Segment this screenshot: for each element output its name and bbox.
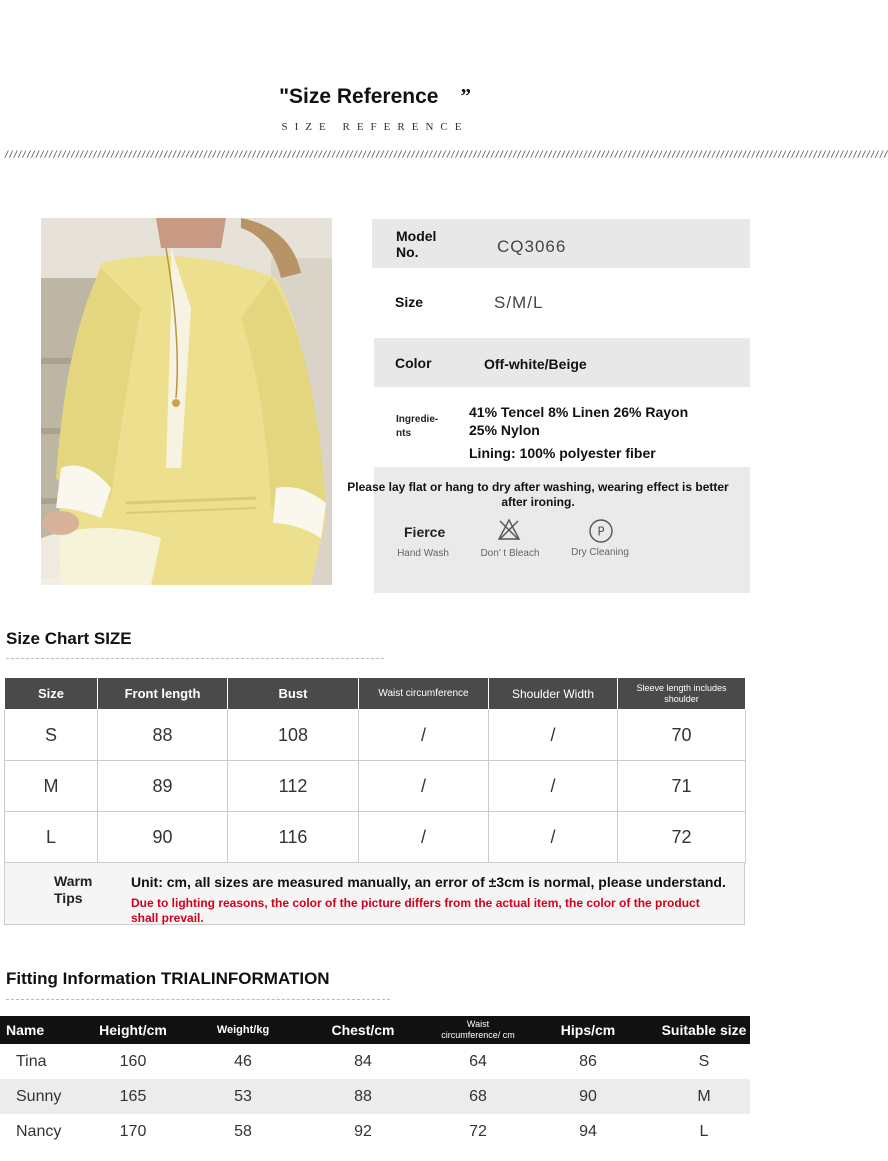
cell-height: 160 bbox=[119, 1052, 147, 1070]
ingredients-value: 41% Tencel 8% Linen 26% Rayon 25% Nylon bbox=[469, 404, 689, 438]
cell-waist: / bbox=[359, 710, 489, 761]
svg-text:P: P bbox=[597, 524, 605, 539]
header-suitable-size: Suitable size bbox=[658, 1016, 750, 1044]
cell-bust: 116 bbox=[228, 812, 359, 863]
cell-front-length: 88 bbox=[98, 710, 228, 761]
dry-cleaning-icon bbox=[588, 518, 614, 549]
cell-hips: 94 bbox=[579, 1122, 597, 1140]
dry-cleaning-label: Dry Cleaning bbox=[571, 547, 629, 558]
cell-chest: 88 bbox=[288, 1079, 438, 1114]
cell-size: S bbox=[5, 710, 98, 761]
warm-tips-warning: Due to lighting reasons, the color of the picture differs from the actual item, the color of the product shall prevail. bbox=[131, 896, 700, 925]
header-height: Height/cm bbox=[68, 1016, 198, 1044]
cell-weight: 46 bbox=[234, 1052, 252, 1070]
warm-tips-text: Unit: cm, all sizes are measured manually, an error of ±3cm is normal, please understand. bbox=[131, 874, 726, 890]
cell-sleeve: 71 bbox=[618, 761, 746, 812]
title-close-quote: ” bbox=[460, 84, 471, 108]
cell-weight: 58 bbox=[234, 1122, 252, 1140]
lining-value: Lining: 100% polyester fiber bbox=[469, 445, 656, 461]
product-photo bbox=[41, 218, 332, 585]
cell-suitable-size: M bbox=[658, 1079, 750, 1114]
size-chart-title: Size Chart SIZE bbox=[6, 629, 132, 648]
fitting-table bbox=[0, 1016, 750, 1149]
cell-front-length: 90 bbox=[98, 812, 228, 863]
table-row bbox=[0, 1114, 750, 1149]
size-label: Size bbox=[395, 294, 424, 310]
cell-shoulder: / bbox=[489, 761, 618, 812]
header-waist-circumference: Waist circumference/ cm bbox=[438, 1016, 518, 1044]
care-note: Please lay flat or hang to dry after washing, wearing effect is better after ironing. bbox=[347, 480, 729, 509]
table-row bbox=[5, 710, 746, 761]
cell-suitable-size: S bbox=[698, 1052, 710, 1070]
cell-size: L bbox=[5, 812, 98, 863]
fitting-title: Fitting Information TRIALINFORMATION bbox=[6, 969, 330, 988]
cell-size: M bbox=[5, 761, 98, 812]
cell-bust: 112 bbox=[228, 761, 359, 812]
care-title: Fierce bbox=[404, 524, 446, 540]
header-hips: Hips/cm bbox=[518, 1016, 658, 1044]
header-sleeve-length: Sleeve length includes shoulder bbox=[618, 678, 746, 710]
size-chart-divider bbox=[6, 658, 384, 659]
cell-waist: 68 bbox=[438, 1079, 518, 1114]
cell-name: Sunny bbox=[0, 1079, 68, 1114]
table-row bbox=[0, 1044, 750, 1079]
model-number-value: CQ3066 bbox=[497, 237, 567, 256]
hand-wash-label: Hand Wash bbox=[397, 548, 449, 559]
cell-suitable-size: L bbox=[699, 1122, 709, 1140]
header-shoulder-width: Shoulder Width bbox=[489, 678, 618, 710]
cell-hips: 90 bbox=[518, 1079, 658, 1114]
cell-name: Tina bbox=[16, 1052, 47, 1070]
cell-shoulder: / bbox=[489, 812, 618, 863]
cell-chest: 92 bbox=[354, 1122, 372, 1140]
cell-name: Nancy bbox=[16, 1122, 62, 1140]
table-row bbox=[5, 761, 746, 812]
cell-front-length: 89 bbox=[98, 761, 228, 812]
cell-height: 170 bbox=[119, 1122, 147, 1140]
cell-sleeve: 72 bbox=[618, 812, 746, 863]
warm-tips-label: Warm Tips bbox=[54, 873, 93, 906]
cell-bust: 108 bbox=[228, 710, 359, 761]
fitting-header-row bbox=[0, 1016, 750, 1044]
fitting-divider bbox=[6, 999, 390, 1000]
color-label: Color bbox=[395, 355, 432, 371]
cell-sleeve: 70 bbox=[618, 710, 746, 761]
cell-hips: 86 bbox=[579, 1052, 597, 1070]
table-row bbox=[5, 812, 746, 863]
header-waist: Waist circumference bbox=[359, 678, 489, 710]
page-title bbox=[0, 84, 750, 109]
header-size: Size bbox=[5, 678, 98, 710]
cell-chest: 84 bbox=[354, 1052, 372, 1070]
cell-waist: 72 bbox=[469, 1122, 487, 1140]
size-chart-header-row bbox=[5, 678, 746, 710]
header-name: Name bbox=[0, 1016, 68, 1044]
header-weight: Weight/kg bbox=[198, 1016, 288, 1044]
header-chest: Chest/cm bbox=[288, 1016, 438, 1044]
dashed-divider: //////////////////////////////////////////////////////////////////////////////////////////////////////////////////////////////////////////////////////////////////////////////////////////////////////// bbox=[4, 150, 888, 160]
table-row bbox=[0, 1079, 750, 1114]
title-text: "Size Reference bbox=[279, 85, 439, 108]
model-number-label: Model No. bbox=[396, 228, 437, 260]
size-chart-table bbox=[4, 677, 746, 863]
cell-waist: / bbox=[359, 761, 489, 812]
cell-waist: / bbox=[359, 812, 489, 863]
no-bleach-icon bbox=[497, 518, 521, 547]
color-value: Off-white/Beige bbox=[484, 356, 587, 372]
ingredients-label: Ingredie-nts bbox=[396, 414, 439, 439]
cell-waist: 64 bbox=[469, 1052, 487, 1070]
header-front-length: Front length bbox=[98, 678, 228, 710]
header-bust: Bust bbox=[228, 678, 359, 710]
size-value: S/M/L bbox=[494, 293, 544, 312]
cell-weight: 53 bbox=[198, 1079, 288, 1114]
no-bleach-label: Don’ t Bleach bbox=[480, 548, 540, 559]
cell-height: 165 bbox=[68, 1079, 198, 1114]
cell-shoulder: / bbox=[489, 710, 618, 761]
page-subtitle: SIZE REFERENCE bbox=[281, 121, 469, 133]
product-photo-illustration bbox=[41, 218, 332, 585]
